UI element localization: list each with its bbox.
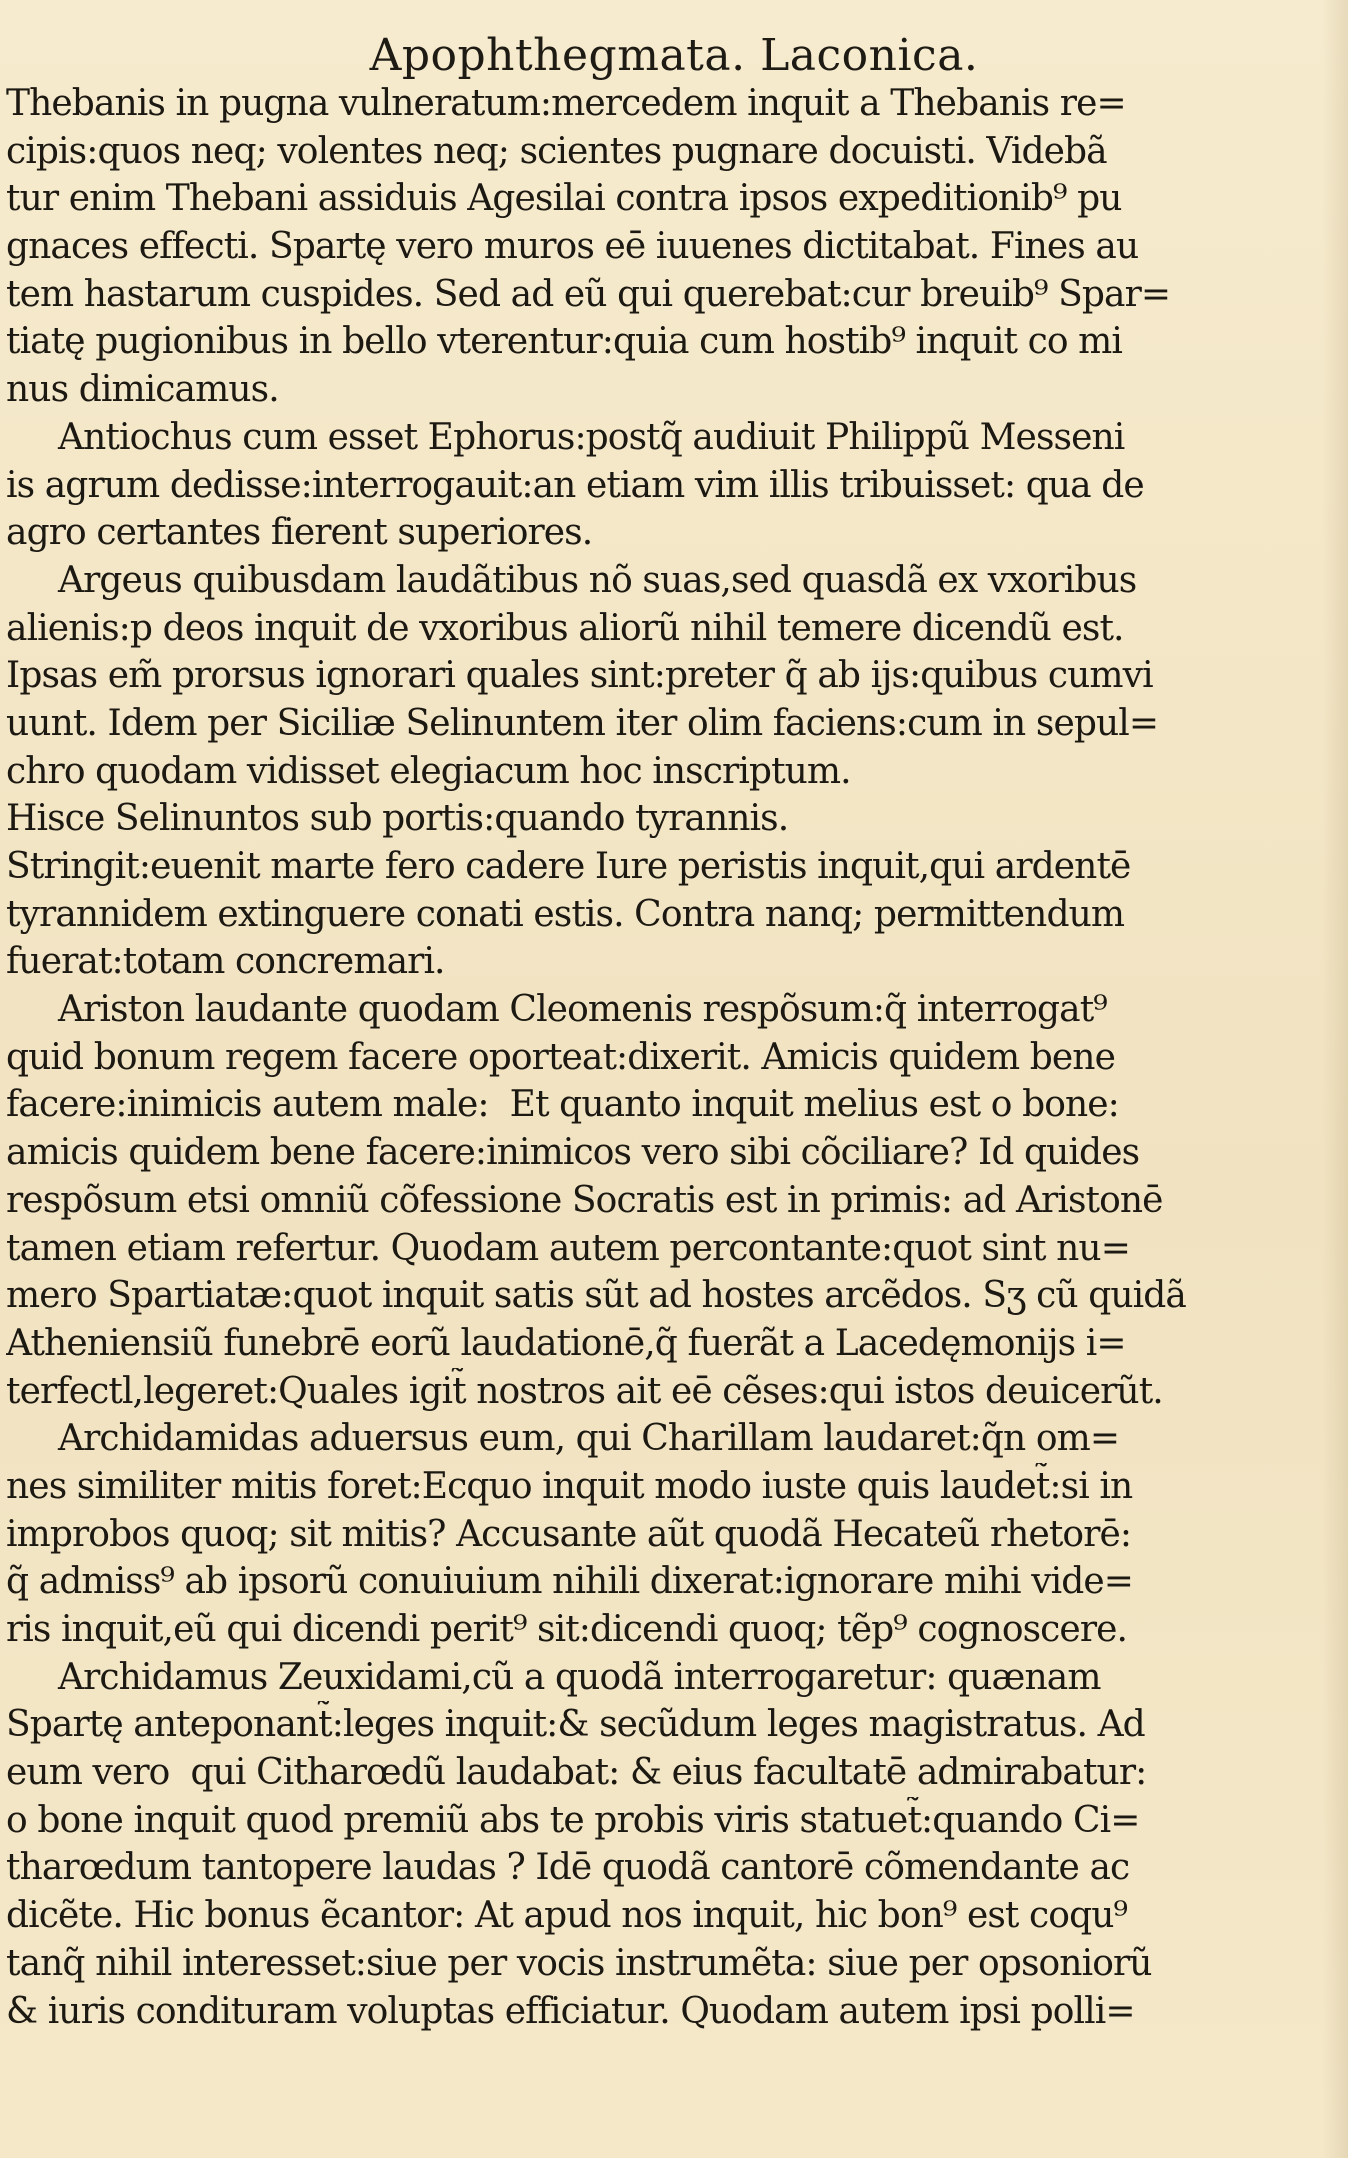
page-edge-shadow [1322, 0, 1348, 2158]
text-line: mero Spartiatæ:quot inquit satis sũt ad hostes arcẽdos. Sʒ cũ quidã [6, 1275, 1186, 1317]
text-line: o bone inquit quod premiũ abs te probis viris statuet̃:quando Ci= [6, 1799, 1140, 1841]
body-text [6, 80, 1204, 2035]
text-line: q̃ admiss⁹ ab ipsorũ conuiuium nihili dixerat:ignorare mihi vide= [6, 1561, 1134, 1603]
text-line: Stringit:euenit marte fero cadere Iure peristis inquit,qui ardentē [6, 846, 1131, 887]
text-line: eum vero qui Citharœdũ laudabat: & eius facultatē admirabatur: [6, 1752, 1147, 1794]
text-line: quid bonum regem facere oporteat:dixerit. Amicis quidem bene [6, 1036, 1115, 1078]
text-line: tanq̃ nihil interesset:siue per vocis instrumẽta: siue per opsoniorũ [6, 1942, 1152, 1984]
text-line: Argeus quibusdam laudãtibus nõ suas,sed quasdã ex vxoribus [58, 559, 1137, 601]
text-line: fuerat:totam concremari. [6, 941, 445, 983]
text-line: tharœdum tantopere laudas ? Idē quodã cantorē cõmendante ac [6, 1847, 1130, 1889]
text-line: dicẽte. Hic bonus ẽcantor: At apud nos inquit, hic bon⁹ est coqu⁹ [6, 1895, 1128, 1937]
text-line: respõsum etsi omniũ cõfessione Socratis est in primis: ad Aristonē [6, 1179, 1163, 1221]
text-line: Ariston laudante quodam Cleomenis respõsum:q̃ interrogat⁹ [58, 989, 1107, 1031]
text-line: tamen etiam refertur. Quodam autem percontante:quot sint nu= [6, 1227, 1130, 1269]
text-line: nus dimicamus. [6, 369, 279, 411]
text-line: Atheniensiũ funebrē eorũ laudationē,q̃ fuerãt a Lacedęmonijs i= [6, 1322, 1126, 1364]
text-line: tem hastarum cuspides. Sed ad eũ qui querebat:cur breuib⁹ Spar= [6, 273, 1171, 315]
text-line: gnaces effecti. Spartę vero muros eē iuuenes dictitabat. Fines au [6, 226, 1139, 268]
text-line: ris inquit,eũ qui dicendi perit⁹ sit:dicendi quoq; tẽp⁹ cognoscere. [6, 1609, 1128, 1650]
text-line: alienis:p deos inquit de vxoribus aliorũ nihil temere dicendũ est. [6, 607, 1124, 649]
text-line: tyrannidem extinguere conati estis. Contra nanq; permittendum [6, 893, 1125, 935]
text-line: terfectl,legeret:Quales igit̃ nostros ait eē cẽses:qui istos deuicerũt. [6, 1370, 1163, 1412]
text-line: facere:inimicis autem male: Et quanto inquit melius est o bone: [6, 1084, 1119, 1126]
text-line: amicis quidem bene facere:inimicos vero sibi cõciliare? Id quides [6, 1132, 1140, 1174]
text-line: cipis:quos neq; volentes neq; scientes pugnare docuisti. Videbã [6, 130, 1107, 172]
text-line: uunt. Idem per Siciliæ Selinuntem iter olim faciens:cum in sepul= [6, 702, 1159, 744]
text-line: agro certantes fierent superiores. [6, 512, 593, 554]
text-line: chro quodam vidisset elegiacum hoc inscriptum. [6, 750, 851, 792]
text-line: Archidamidas aduersus eum, qui Charillam laudaret:q̃n om= [58, 1418, 1120, 1460]
text-line: Archidamus Zeuxidami,cũ a quodã interrogaretur: quænam [58, 1656, 1101, 1698]
text-line: is agrum dedisse:interrogauit:an etiam vim illis tribuisset: qua de [6, 464, 1144, 506]
text-line: & iuris condituram voluptas efficiatur. Quodam autem ipsi polli= [6, 1990, 1135, 2032]
text-line: tur enim Thebani assiduis Agesilai contra ipsos expeditionib⁹ pu [6, 178, 1122, 220]
text-line: Antiochus cum esset Ephorus:postq̃ audiuit Philippũ Messeni [58, 416, 1125, 458]
running-header: Apophthegmata. Laconica. [369, 30, 979, 81]
text-line: improbos quoq; sit mitis? Accusante aũt quodã Hecateũ rhetorē: [6, 1513, 1132, 1555]
text-line: nes similiter mitis foret:Ecquo inquit modo iuste quis laudet̃:si in [6, 1465, 1133, 1507]
text-line: Spartę anteponant̃:leges inquit:& secũdum leges magistratus. Ad [6, 1704, 1145, 1746]
text-line: Ipsas em̃ prorsus ignorari quales sint:preter q̃ ab ijs:quibus cumvi [6, 655, 1153, 697]
text-line: tiatę pugionibus in bello vterentur:quia cum hostib⁹ inquit co mi [6, 321, 1123, 363]
text-line: Thebanis in pugna vulneratum:mercedem inquit a Thebanis re= [6, 83, 1126, 124]
text-line: Hisce Selinuntos sub portis:quando tyrannis. [6, 798, 789, 840]
